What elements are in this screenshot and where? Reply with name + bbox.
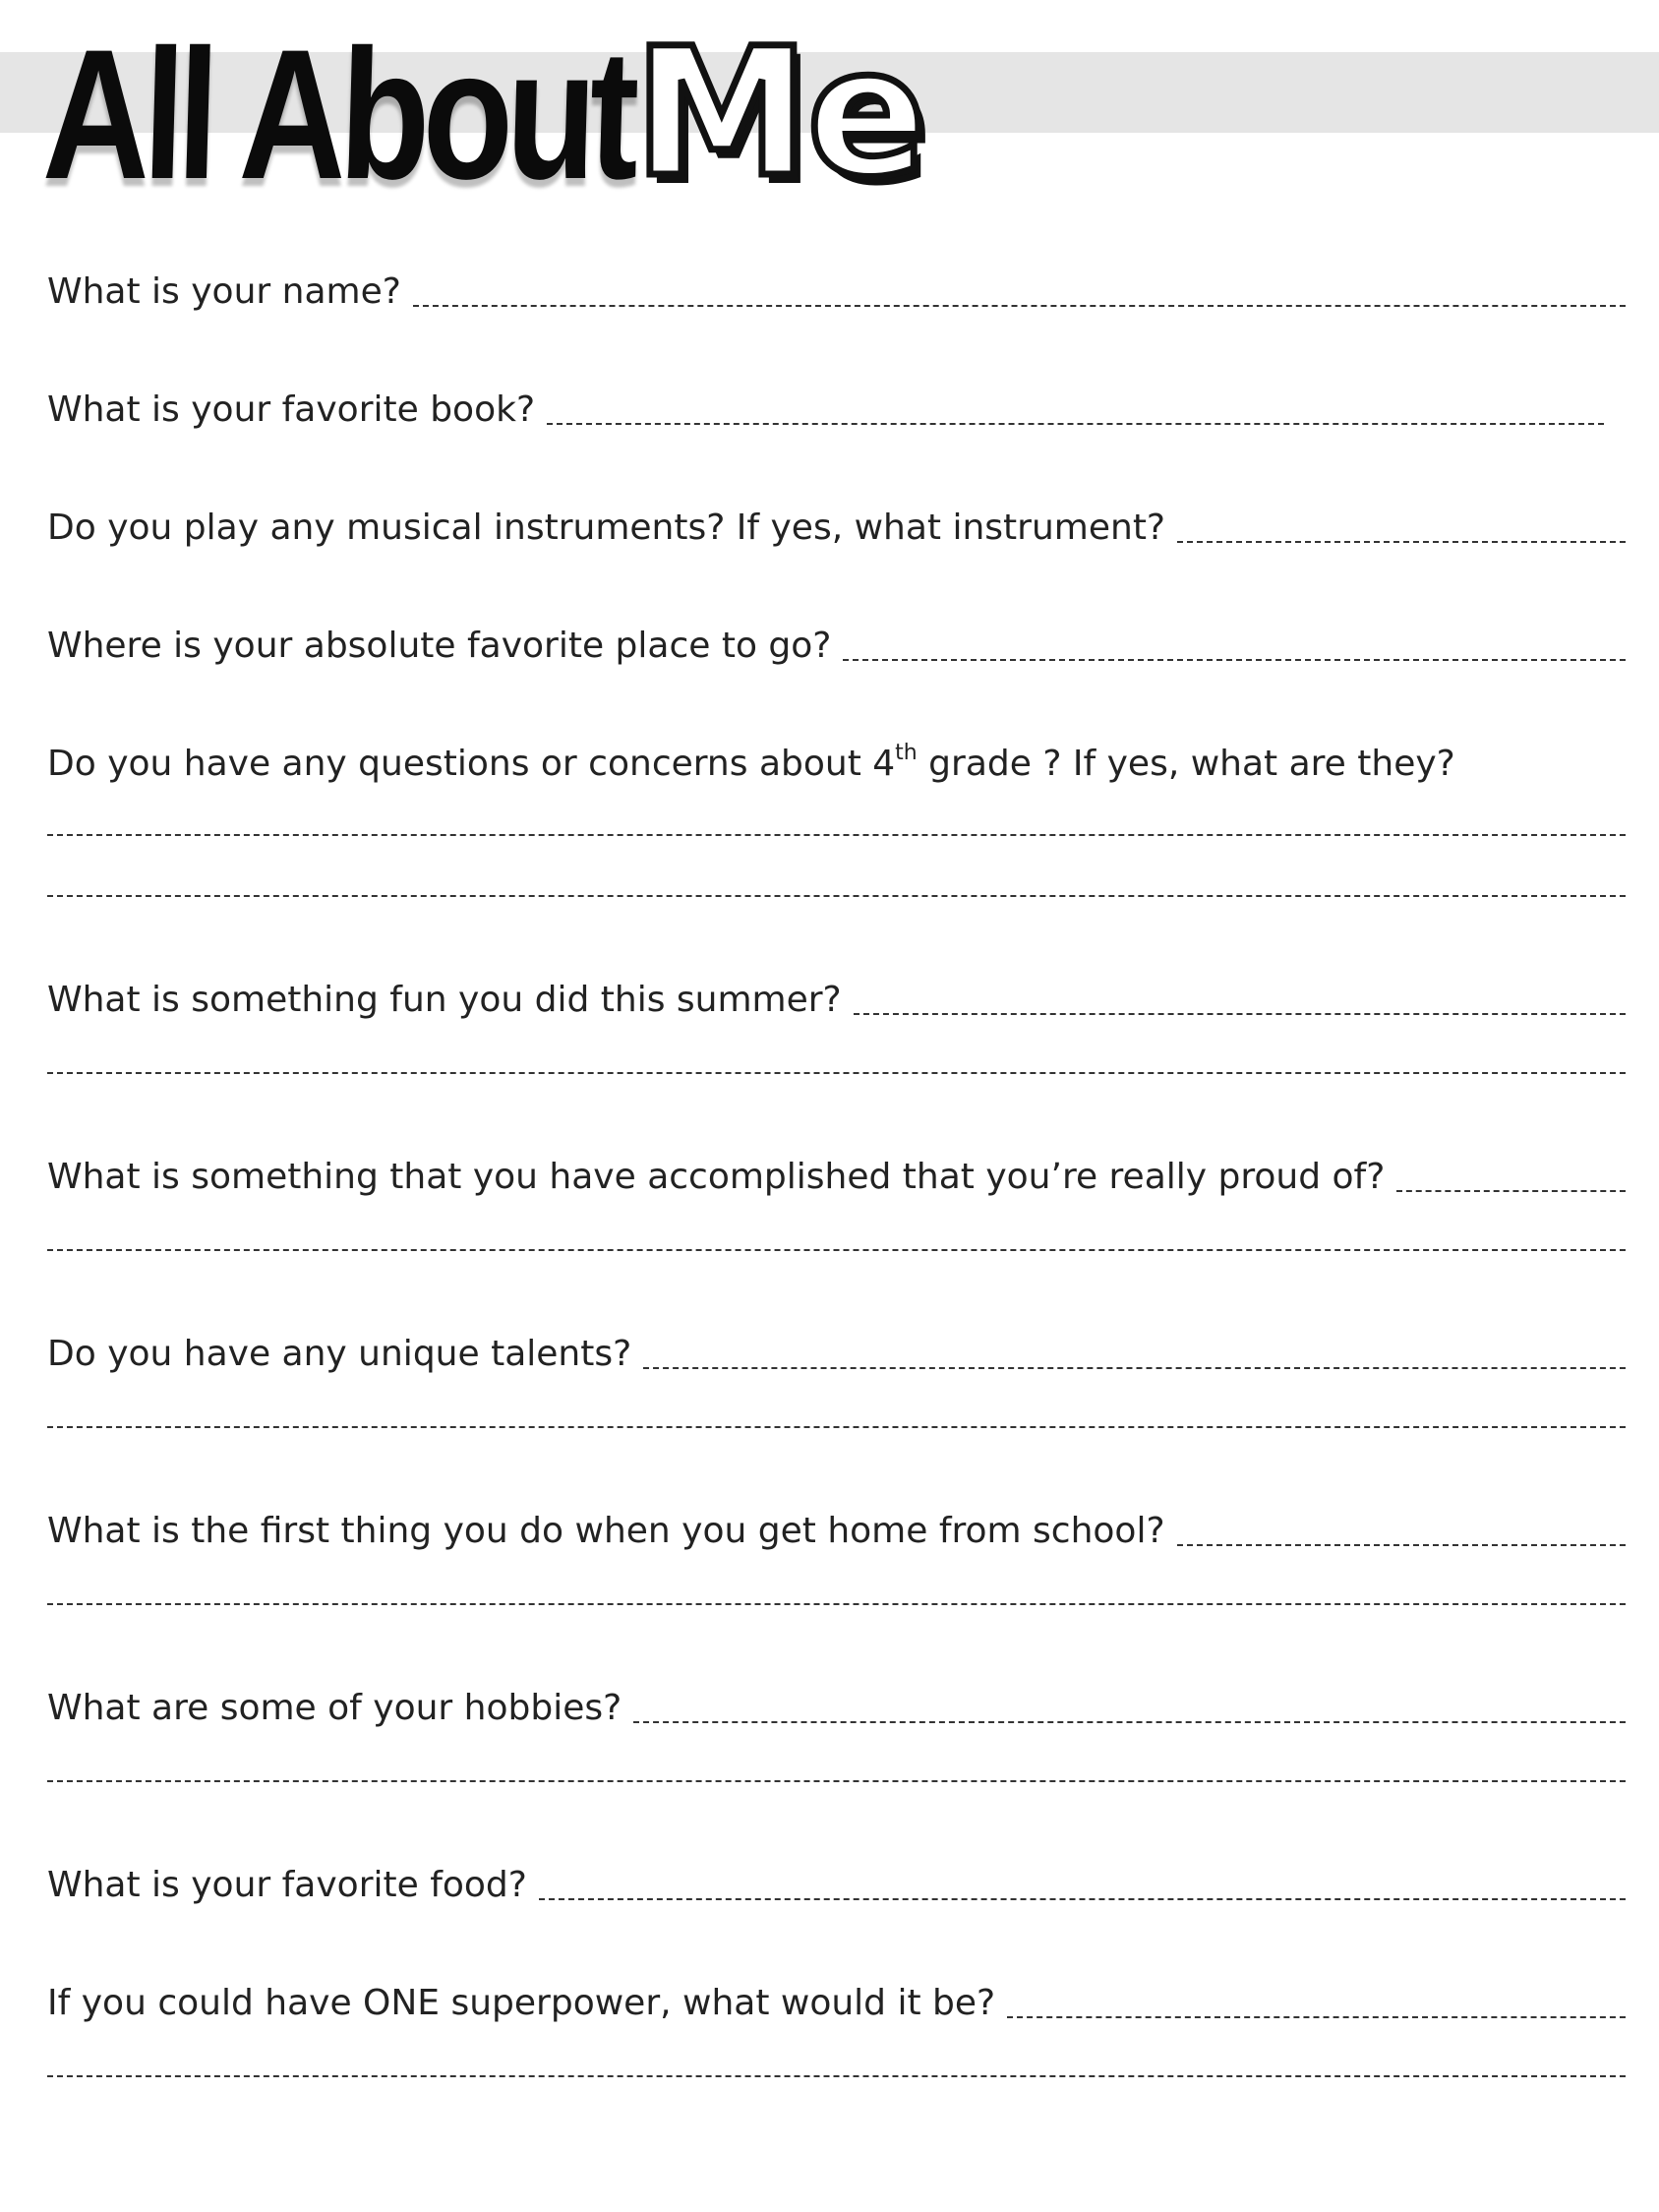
- question-label: Do you have any unique talents?: [47, 1334, 632, 1374]
- answer-line[interactable]: [539, 1898, 1626, 1900]
- answer-line[interactable]: [633, 1721, 1626, 1723]
- answer-line[interactable]: [47, 834, 1626, 836]
- answer-line[interactable]: [47, 1426, 1626, 1428]
- answer-line[interactable]: [843, 659, 1626, 661]
- question-name: [47, 270, 1626, 314]
- title-me: Me: [633, 11, 924, 216]
- answer-line[interactable]: [1396, 1190, 1626, 1192]
- title-all-about: All About: [40, 11, 635, 217]
- answer-line[interactable]: [547, 423, 1604, 425]
- question-label: What is something that you have accomplished that you’re really proud of?: [47, 1157, 1386, 1197]
- answer-line[interactable]: [47, 1072, 1626, 1074]
- question-hobbies: [47, 1687, 1626, 1730]
- question-accomplishment: [47, 1156, 1626, 1199]
- question-label: What is your name?: [47, 271, 401, 312]
- question-favorite-place: [47, 625, 1626, 668]
- question-label: If you could have ONE superpower, what would it be?: [47, 1983, 996, 2023]
- question-4th-grade-concerns: [47, 743, 1626, 786]
- answer-line[interactable]: [413, 305, 1626, 307]
- answer-line[interactable]: [47, 895, 1626, 897]
- answer-line[interactable]: [1007, 2016, 1626, 2018]
- answer-line[interactable]: [1177, 1544, 1626, 1546]
- question-label: Where is your absolute favorite place to go?: [47, 626, 832, 666]
- answer-line[interactable]: [47, 1249, 1626, 1251]
- question-favorite-food: [47, 1864, 1626, 1907]
- question-home-from-school: [47, 1510, 1626, 1553]
- question-summer-fun: [47, 979, 1626, 1022]
- question-unique-talents: [47, 1333, 1626, 1376]
- question-label: What are some of your hobbies?: [47, 1688, 622, 1728]
- answer-line[interactable]: [1177, 541, 1626, 543]
- answer-line[interactable]: [854, 1013, 1626, 1015]
- question-label: Do you play any musical instruments? If yes, what instrument?: [47, 508, 1166, 548]
- question-label: What is your favorite book?: [47, 389, 536, 430]
- question-label: What is your favorite food?: [47, 1865, 527, 1905]
- question-label: What is something fun you did this summer?: [47, 980, 842, 1020]
- answer-line[interactable]: [47, 1780, 1626, 1782]
- question-musical-instruments: [47, 507, 1626, 550]
- answer-line[interactable]: [643, 1367, 1626, 1369]
- question-label: Do you have any questions or concerns about 4th grade ? If yes, what are they?: [47, 741, 1455, 784]
- page-title: [40, 0, 924, 217]
- answer-line[interactable]: [47, 2075, 1626, 2077]
- question-superpower: [47, 1982, 1626, 2025]
- question-label: What is the first thing you do when you get home from school?: [47, 1511, 1165, 1551]
- question-favorite-book: [47, 389, 1626, 432]
- answer-line[interactable]: [47, 1603, 1626, 1605]
